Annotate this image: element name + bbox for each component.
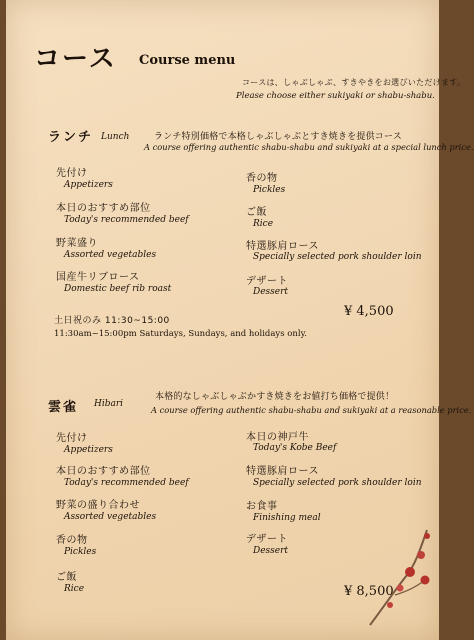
menu-item-en: Appetizers	[64, 445, 113, 455]
lunch-hours-jp: 土日祝のみ 11:30~15:00	[54, 316, 170, 326]
menu-item-en: Today's Kobe Beef	[253, 443, 337, 453]
menu-item-en: Dessert	[253, 546, 289, 556]
menu-item-en: Finishing meal	[253, 513, 321, 523]
lunch-course-title-jp: ランチ	[48, 130, 94, 145]
menu-item-en: Rice	[64, 584, 85, 594]
lunch-desc-en: A course offering authentic shabu-shabu and sukiyaki at a special lunch price.	[144, 142, 474, 152]
menu-item-jp: 香の物	[56, 535, 88, 546]
hibari-desc-jp: 本格的なしゃぶしゃぶかすき焼きをお値打ち価格で提供！	[155, 392, 395, 402]
menu-item-en: Appetizers	[64, 180, 113, 190]
menu-item-jp: デザート	[246, 276, 288, 287]
menu-item-jp: 特選豚肩ロース	[246, 466, 319, 477]
menu-item-en: Domestic beef rib roast	[64, 284, 172, 294]
lunch-desc-jp: ランチ特別価格で本格しゃぶしゃぶとすき焼きを提供コース	[154, 132, 402, 142]
menu-item-jp: 本日の神戸牛	[246, 432, 309, 443]
menu-item-jp: 先付け	[56, 168, 88, 179]
menu-item-en: Today's recommended beef	[64, 478, 189, 488]
menu-item-jp: 本日のおすすめ部位	[56, 203, 151, 214]
menu-item-en: Assorted vegetables	[64, 250, 157, 260]
menu-item-en: Pickles	[253, 185, 286, 195]
hibari-price: ¥ 8,500	[344, 584, 394, 599]
hibari-course-title-jp: 雲雀	[48, 400, 79, 415]
course-note-jp: コースは、しゃぶしゃぶ、すきやきをお選びいただけます。	[242, 78, 466, 87]
lunch-course-title-en: Lunch	[101, 132, 130, 142]
menu-item-jp: 本日のおすすめ部位	[56, 466, 151, 477]
menu-item-jp: 野菜盛り	[56, 238, 98, 249]
menu-item-en: Rice	[253, 219, 274, 229]
menu-page	[6, 0, 474, 640]
menu-item-en: Dessert	[253, 287, 289, 297]
menu-item-en: Pickles	[64, 547, 97, 557]
lunch-hours-en: 11:30am~15:00pm Saturdays, Sundays, and holidays only.	[54, 329, 307, 339]
menu-item-en: Specially selected pork shoulder loin	[253, 252, 422, 262]
hibari-desc-en: A course offering authentic shabu-shabu and sukiyaki at a reasonable price.	[151, 405, 472, 415]
page-title-en: Course menu	[139, 53, 236, 68]
menu-item-jp: お食事	[246, 501, 278, 512]
menu-item-jp: ご飯	[246, 207, 267, 218]
page-title-jp: コース	[34, 44, 117, 74]
menu-item-en: Today's recommended beef	[64, 215, 189, 225]
lunch-price: ¥ 4,500	[344, 304, 394, 319]
menu-item-jp: デザート	[246, 534, 288, 545]
menu-item-en: Specially selected pork shoulder loin	[253, 478, 422, 488]
menu-item-jp: ご飯	[56, 572, 77, 583]
menu-item-jp: 特選豚肩ロース	[246, 241, 319, 252]
menu-item-en: Assorted vegetables	[64, 512, 157, 522]
plum-blossom-illustration	[365, 520, 435, 630]
menu-item-jp: 先付け	[56, 433, 88, 444]
course-note-en: Please choose either sukiyaki or shabu-shabu.	[236, 91, 435, 101]
hibari-course-title-en: Hibari	[94, 399, 124, 409]
menu-item-jp: 国産牛リブロース	[56, 272, 140, 283]
menu-item-jp: 野菜の盛り合わせ	[56, 500, 140, 511]
menu-item-jp: 香の物	[246, 173, 278, 184]
